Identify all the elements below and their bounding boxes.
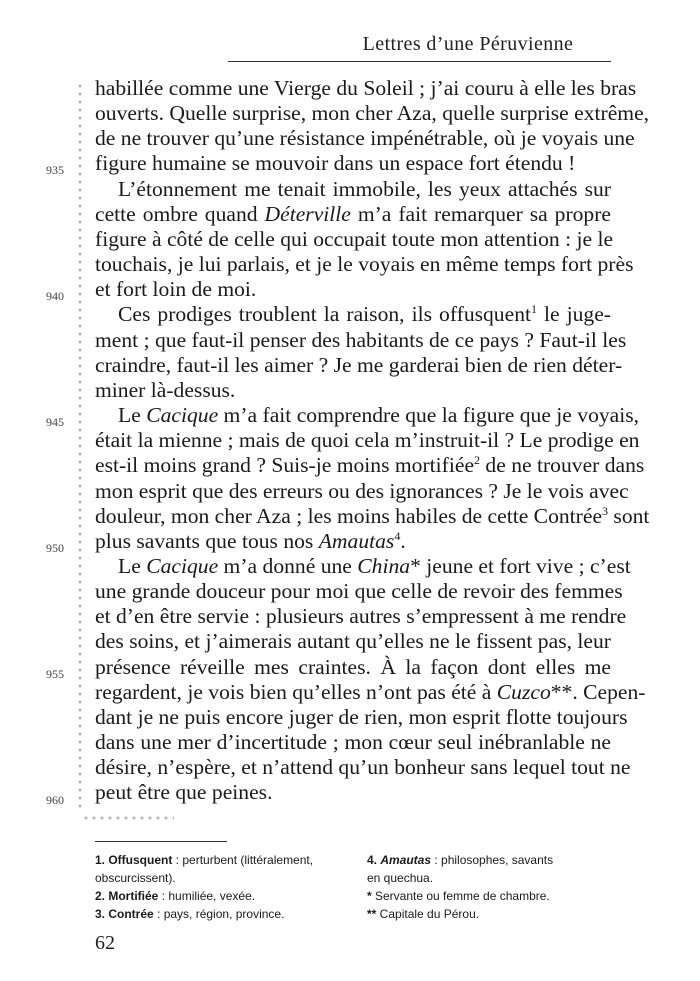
footnote-2: 2. Mortifiée : humiliée, vexée. — [95, 889, 256, 903]
page-number: 62 — [95, 932, 115, 954]
line-number-960: 960 — [46, 793, 64, 807]
italic-name: Cuzco — [496, 679, 551, 704]
footnote-1: 1. Offusquent : perturbent (littéralement, — [95, 853, 314, 867]
text-line: Le Cacique m’a fait comprendre que la figure que je voyais, — [118, 403, 640, 428]
text-line: plus savants que tous nos Amautas$^4$. — [95, 528, 406, 553]
footnote-ref: 1 — [531, 302, 537, 317]
italic-name: Amautas — [318, 528, 395, 553]
text-line: cette ombre quand Déterville m’a fait remarquer sa propre — [95, 201, 611, 226]
text-line: craindre, faut-il les aimer ? Je me garderai bien de rien déter- — [95, 352, 623, 377]
running-head: Lettres d’une Péruvienne — [362, 33, 574, 55]
line-number-945: 945 — [46, 415, 64, 429]
italic-name: China — [357, 553, 411, 578]
line-number-955: 955 — [46, 667, 64, 681]
footnote-3: 3. Contrée : pays, région, province. — [95, 907, 285, 921]
italic-name: Cacique — [146, 553, 219, 578]
text-line: est-il moins grand ? Suis-je moins mortifiée$^2$ de ne trouver dans — [95, 453, 645, 478]
line-number-940: 940 — [46, 289, 64, 303]
text-line: regardent, je vois bien qu’elles n’ont pas été à Cuzco**. Cepen- — [95, 679, 646, 704]
text-line: une grande douceur pour moi que celle de revoir des femmes — [95, 579, 623, 604]
text-line: Le Cacique m’a donné une China* jeune et fort vive ; c’est — [118, 553, 631, 578]
header-rule — [228, 61, 611, 62]
footnote-4-cont: en quechua. — [367, 871, 434, 885]
footnote-rule — [95, 841, 227, 842]
body-text — [95, 76, 650, 806]
text-line: miner là-dessus. — [95, 377, 236, 402]
margin-dotted-line — [78, 82, 82, 810]
margin-dotted-line-end — [82, 816, 174, 820]
italic-name: Cacique — [146, 403, 219, 428]
text-line: était la mienne ; mais de quoi cela m’instruit-il ? Le prodige en — [95, 428, 640, 453]
text-line: dant je ne puis encore juger de rien, mon esprit flotte toujours — [95, 704, 628, 729]
footnote-ref: 4 — [394, 528, 401, 543]
text-line: figure à côté de celle qui occupait toute mon attention : je le — [95, 226, 614, 251]
line-number-950: 950 — [46, 541, 64, 555]
text-line: peut être que peines. — [95, 780, 273, 805]
text-line: désire, n’espère, et n’attend qu’un bonheur sans lequel tout ne — [95, 755, 631, 780]
text-line: et d’en être servie : plusieurs autres s’empressent à me rendre — [95, 604, 627, 629]
text-line: Ces prodiges troublent la raison, ils offusquent$^1$ le juge- — [118, 302, 612, 327]
text-line: des soins, et j’aimerais autant qu’elles ne le fissent pas, leur — [95, 629, 611, 654]
text-line: mon esprit que des erreurs ou des ignorances ? Je le vois avec — [95, 478, 629, 503]
footnote-ref: 2 — [474, 453, 481, 468]
footnote-1-cont: obscurcissent). — [95, 871, 176, 885]
footnotes-left — [95, 851, 355, 923]
italic-name: Déterville — [264, 201, 351, 226]
footnotes-right — [367, 851, 627, 923]
text-line: de ne trouver qu’une résistance impénétrable, où je voyais une — [95, 126, 635, 151]
text-line: touchais, je lui parlais, et je le voyais en même temps fort près — [95, 252, 634, 277]
text-line: douleur, mon cher Aza ; les moins habiles de cette Contrée$^3$ sont — [95, 503, 650, 528]
footnote-double-star: ** Capitale du Pérou. — [367, 907, 480, 921]
text-line: habillée comme une Vierge du Soleil ; j’ai couru à elle les bras — [95, 76, 637, 100]
text-line: et fort loin de moi. — [95, 277, 257, 302]
footnote-4: 4. Amautas : philosophes, savants — [367, 853, 554, 867]
text-line: dans une mer d’incertitude ; mon cœur seul inébranlable ne — [95, 730, 611, 755]
text-line: présence réveille mes craintes. À la façon dont elles me — [95, 654, 611, 679]
line-number-935: 935 — [46, 163, 64, 177]
footnote-star: * Servante ou femme de chambre. — [367, 889, 550, 903]
text-line: L’étonnement me tenait immobile, les yeux attachés sur — [118, 176, 611, 201]
footnote-ref: 3 — [602, 503, 609, 518]
text-line: ouverts. Quelle surprise, mon cher Aza, quelle surprise extrême, — [95, 101, 650, 126]
text-line: ment ; que faut-il penser des habitants de ce pays ? Faut-il les — [95, 327, 627, 352]
text-line: figure humaine se mouvoir dans un espace fort étendu ! — [95, 151, 576, 176]
